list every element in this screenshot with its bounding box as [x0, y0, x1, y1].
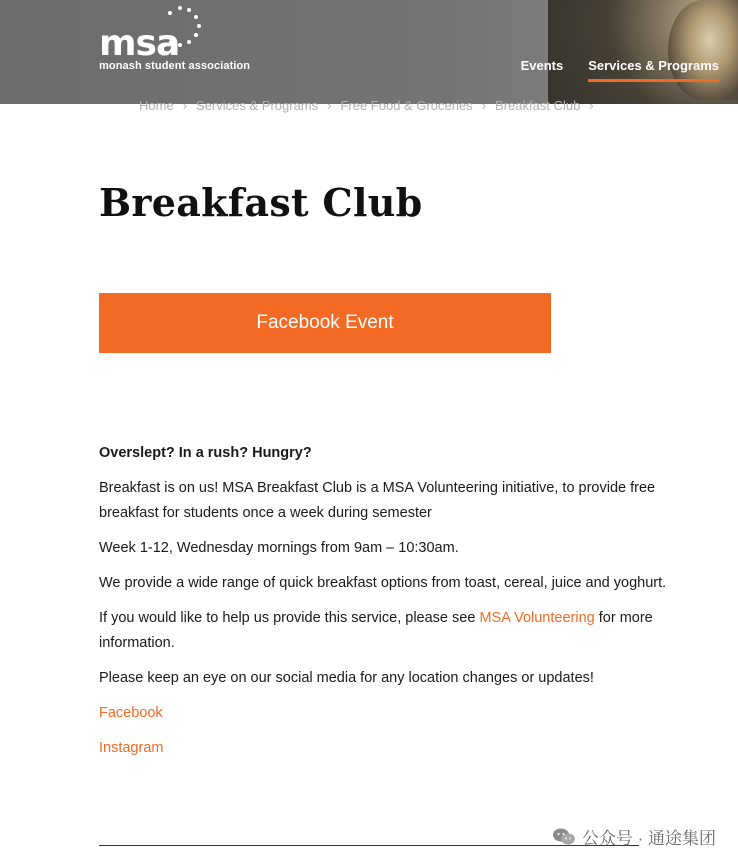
facebook-event-button[interactable]: Facebook Event — [99, 293, 551, 353]
logo-wordmark: msa — [99, 23, 180, 64]
page-title: Breakfast Club — [99, 180, 423, 225]
page-content — [99, 441, 679, 771]
intro-heading: Overslept? In a rush? Hungry? — [99, 445, 312, 461]
chevron-right-icon: › — [589, 98, 594, 113]
facebook-link[interactable]: Facebook — [99, 705, 163, 721]
chevron-right-icon: › — [481, 98, 487, 113]
header-food-photo — [548, 0, 738, 104]
main-nav — [521, 58, 719, 82]
instagram-link-row — [99, 736, 679, 761]
volunteer-text-before: If you would like to help us provide this service, please see — [99, 610, 480, 626]
social-note: Please keep an eye on our social media for any location changes or updates! — [99, 670, 594, 686]
chevron-right-icon: › — [327, 98, 332, 113]
paragraph-options: We provide a wide range of quick breakfast options from toast, cereal, juice and yoghurt. — [99, 575, 667, 591]
paragraph-volunteer — [99, 606, 679, 656]
breadcrumb-services[interactable]: Services & Programs — [196, 98, 319, 113]
paragraph-schedule: Week 1-12, Wednesday mornings from 9am – 10:30am. — [99, 540, 459, 556]
msa-volunteering-link[interactable]: MSA Volunteering — [479, 610, 595, 626]
paragraph-intro: Breakfast is on us! MSA Breakfast Club is a MSA Volunteering initiative, to provide free breakfast for students once a week during semester — [99, 480, 656, 521]
watermark — [552, 824, 716, 849]
logo-subtitle: monash student association — [99, 60, 251, 72]
breadcrumb — [139, 98, 594, 113]
breadcrumb-current[interactable]: Breakfast Club — [495, 98, 581, 113]
breadcrumb-home[interactable]: Home — [139, 98, 174, 113]
nav-services-programs[interactable]: Services & Programs — [588, 58, 719, 82]
msa-logo[interactable] — [99, 4, 249, 74]
facebook-link-row — [99, 701, 679, 726]
site-header — [0, 0, 738, 104]
nav-events[interactable]: Events — [520, 58, 564, 73]
instagram-link[interactable]: Instagram — [99, 740, 164, 756]
wechat-icon — [552, 827, 576, 847]
chevron-right-icon: › — [182, 98, 188, 113]
breadcrumb-free-food[interactable]: Free Food & Groceries — [340, 98, 473, 113]
watermark-text: 公众号 · 通途集团 — [581, 829, 716, 848]
volunteer-text-after: for more information. — [99, 610, 653, 651]
